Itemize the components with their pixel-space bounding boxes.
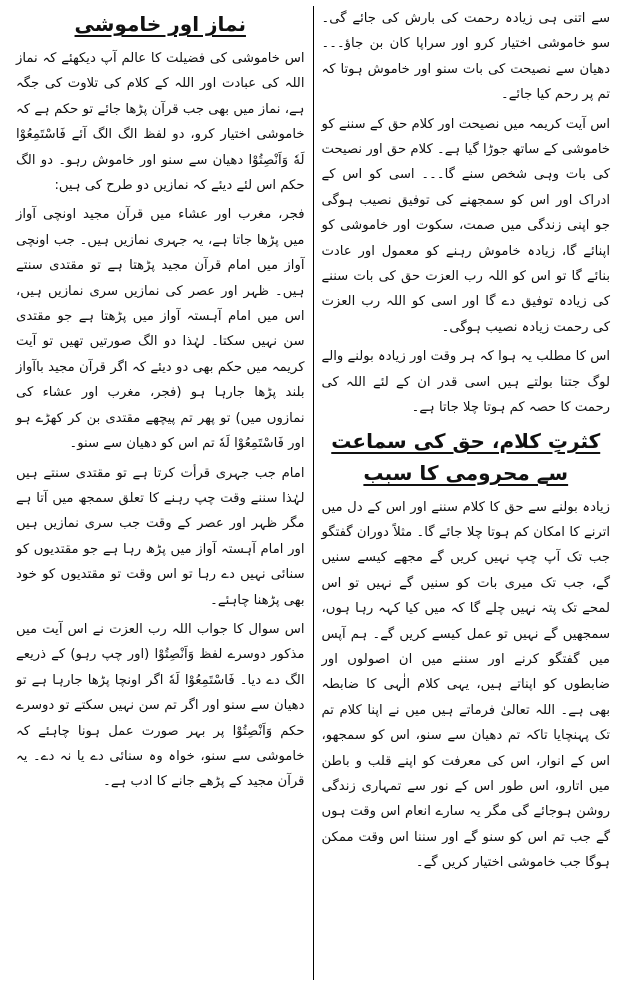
paragraph: اس کا مطلب یہ ہوا کہ ہر وقت اور زیادہ بولنے والے لوگ جتنا بولتے ہیں اسی قدر ان کے لئے اللہ کی رحمت کا حصہ کم ہوتا چلا جاتا ہے۔ xyxy=(321,349,610,416)
paragraph: امام جب جہری قرأت کرتا ہے تو مقتدی سنتے ہیں لہٰذا سننے وقت چپ رہنے کا تعلق سمجھ میں آتا ہے مگر ظہر اور عصر کے وقت جب سری نمازیں ہیں اور امام آہستہ آواز میں پڑھ رہا ہے جو مقتدیوں کو سنائی نہیں دے رہا تو اس وقت تو مقتدیوں کو خود بھی پڑھنا چاہئے۔ xyxy=(16,465,305,608)
paragraph: اس سوال کا جواب اللہ رب العزت نے اس آیت میں مذکور دوسرے لفظ وَاَنْصِتُوْا (اور چپ رہو) کے ذریعے الگ دے دیا۔ فَاسْتَمِعُوْا لَهٗ اگر اونچا پڑھا جارہا ہے تو دھیان سے سنو اور اگر تم سن نہیں سکتے تو دوسرے حکم وَاَنْصِتُوْا پر بہر صورت عمل ہونا چاہئے کہ خاموشی سے سنو، خواہ وہ سنائی دے یا نہ دے۔ یہ قرآن مجید کے پڑھے جانے کا ادب ہے۔ xyxy=(16,621,305,790)
paragraph: اس آیت کریمہ میں نصیحت اور کلام حق کے سننے کو خاموشی کے ساتھ جوڑا گیا ہے۔ کلام حق اور نصیحت کی بات وہی شخص سنے گا۔۔۔ اسی کو اس کے ادراک اور اس کو سمجھنے کی توفیق نصیب ہوگی جو اپنی زندگی میں صمت، سکوت اور خاموشی کو اپنائے گا، زیادہ خاموش رہنے کو معمول اور عادت بنائے گا تو اس کو اللہ رب العزت حق کی بات سننے کی زیادہ توفیق دے گا اور اسی کو اللہ رب العزت کی رحمت زیادہ نصیب ہوگی۔ xyxy=(321,116,610,335)
section-title: کثرتِ کلام، حق کی سماعت سے محرومی کا سبب xyxy=(331,428,601,485)
paragraph: سے اتنی ہی زیادہ رحمت کی بارش کی جائے گی۔ سو خاموشی اختیار کرو اور سراپا کان بن جاؤ۔۔۔ دھیان سے نصیحت کی بات سنو اور خاموش ہوتا کہ تم پر رحم کیا جائے۔ xyxy=(321,11,610,103)
right-column xyxy=(313,6,619,980)
paragraph: اس خاموشی کی فضیلت کا عالم آپ دیکھئے کہ نماز اللہ کی عبادت اور اللہ کے کلام کی تلاوت کی جگہ ہے، نماز میں بھی جب قرآن پڑھا جائے تو حکم ہے کہ خاموشی اختیار کرو، دو لفظ الگ الگ آئے فَاسْتَمِعُوْا لَهٗ وَاَنْصِتُوْا دھیان سے سنو اور خاموش رہو۔ دو الگ حکم اس لئے دیئے کہ نمازیں دو طرح کی ہیں: xyxy=(16,51,305,194)
paragraph: فجر، مغرب اور عشاء میں قرآن مجید اونچی آواز میں پڑھا جاتا ہے، یہ جہری نمازیں ہیں۔ جب اونچی آواز میں امام قرآن مجید پڑھتا ہے تو مقتدی سنتے ہیں۔ ظہر اور عصر کی نمازیں سری نمازیں ہیں، اس میں امام آہستہ آواز میں پڑھتا ہے جو مقتدی سن نہیں سکتا۔ لہٰذا دو الگ صورتیں تھیں تو آیت کریمہ میں حکم بھی دو دیئے کہ اگر قرآن مجید باآواز بلند پڑھا جارہا ہو (فجر، مغرب اور عشاء کی نمازوں میں) تو پھر تم پیچھے مقتدی بن کر کھڑے ہو اور فَاسْتَمِعُوْا لَهٗ تم اس کو دھیان سے سنو۔ xyxy=(16,207,305,452)
left-column xyxy=(8,6,313,980)
paragraph: زیادہ بولنے سے حق کا کلام سننے اور اس کے دل میں اترنے کا امکان کم ہوتا چلا جائے گا۔ مثلاً دوران گفتگو جب تک آپ چپ نہیں کریں گے مجھے کیسے سنیں گے، جب تک میری بات کو سنیں گے نہیں تو اس لمحے تک پتہ نہیں چلے گا کہ میں کیا کہہ رہا ہوں، سمجھیں گے نہیں تو عمل کیسے کریں گے۔ ہم آپس میں گفتگو کرنے اور سننے میں ان اصولوں اور ضابطوں کو اپناتے ہیں، یہی کلام الٰہی کا ضابطہ بھی ہے۔ اللہ تعالیٰ فرماتے ہیں میں نے اپنا کلام تم تک پہنچایا تاکہ تم دھیان سے سنو، اس کو سمجھو، اس کے انوار، اس کی معرفت کو اپنے قلب و باطن میں اتارو، اس طور اس کے نور سے تمہاری زندگی روشن ہوجائے گی مگر یہ سارے انعام اس وقت ہوں گے جب تم اس کو سنو گے اور سننا اس وقت ممکن ہوگا جب خاموشی اختیار کریں گے۔ xyxy=(321,499,610,871)
two-column-layout xyxy=(8,6,618,980)
section-title: نماز اور خاموشی xyxy=(74,12,246,36)
